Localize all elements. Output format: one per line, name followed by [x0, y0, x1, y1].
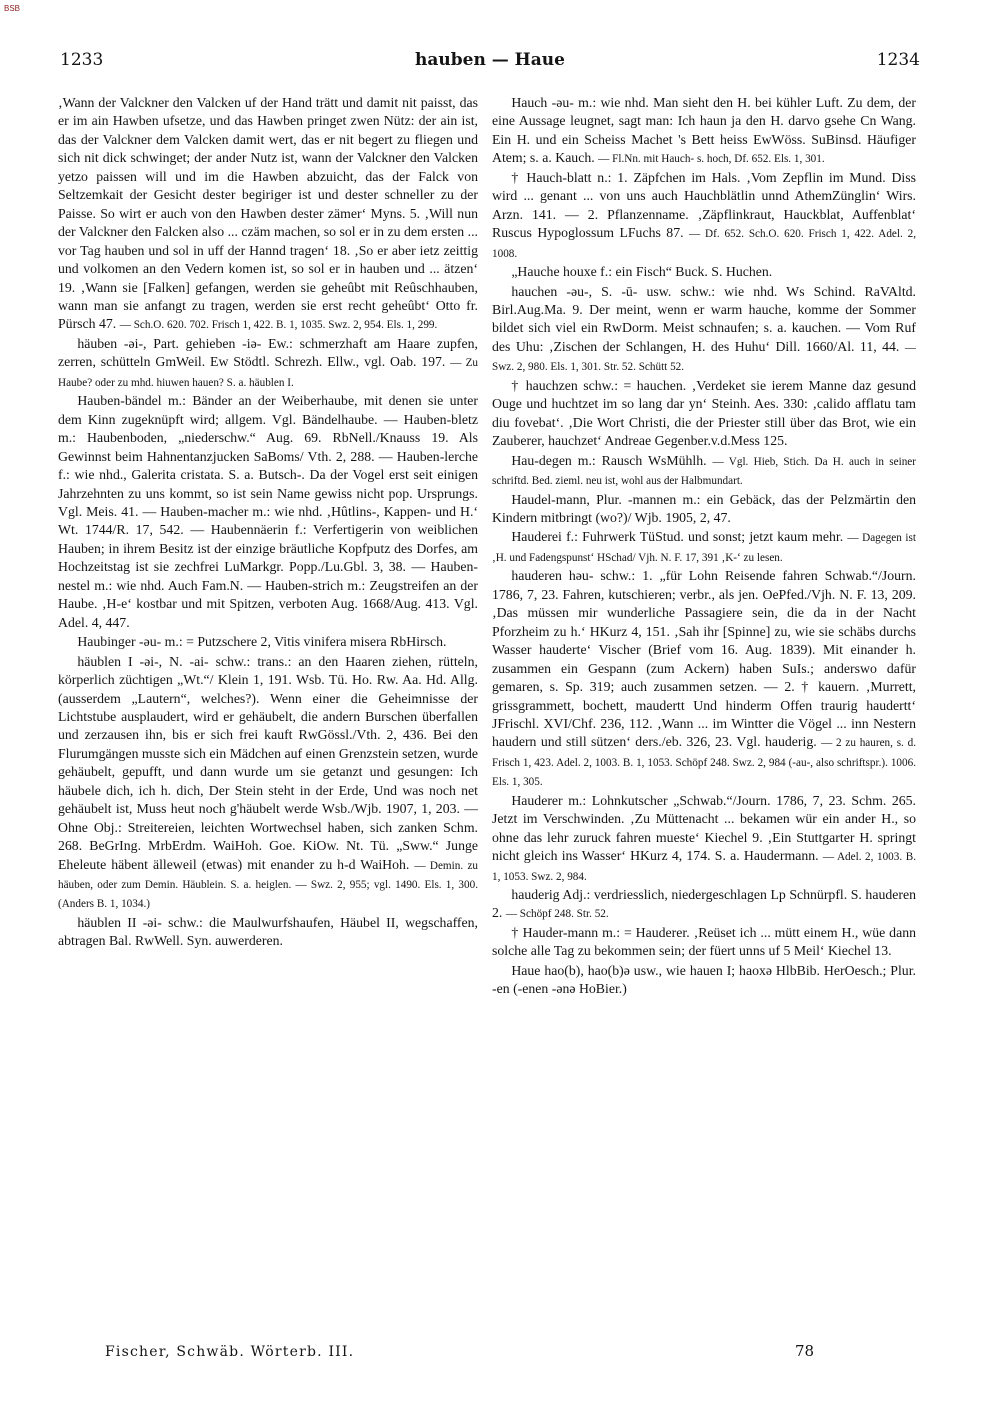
right-column [492, 94, 916, 1334]
source-footer: Fischer, Schwäb. Wörterb. III. [105, 1344, 355, 1360]
dictionary-entry: „Hauche houxe f.: ein Fisch“ Buck. S. Huchen. [511, 264, 773, 280]
dictionary-entry: Hauderei f.: Fuhrwerk TüStud. und sonst; jetzt kaum mehr. — Dagegen ist ‚H. und Fadengspunst‘ HSchad/ Vjh. N. F. 17, 391 ‚K-‘ zu lesen. [492, 529, 916, 564]
dictionary-entry: Haubinger -əu- m.: = Putzschere 2, Vitis vinifera misera RbHirsch. [77, 634, 447, 650]
dictionary-entry: Haue hao(b), hao(b)ə usw., wie hauen I; haoxə HlbBib. HerOesch.; Plur. -en (-enen -ənə HoBier.) [492, 962, 916, 997]
dictionary-entry: † Hauch-blatt n.: 1. Zäpfchen im Hals. ‚Vom Zepflin im Mund. Diss wird ... genant ... von uns auch Hauchblätlin unnd AthemZünglin‘ Wirs. Arzn. 141. — 2. Pflanzenname. ‚Zäpflinkraut, Hauckblat, Auffenblat‘ Ruscus Hypoglossum LFuchs 87. — Df. 652. Sch.O. 620. Frisch 1, 422. Adel. 2, 1008. [492, 169, 916, 260]
dictionary-entry: Hauben-bändel m.: Bänder an der Weiberhaube, mit denen sie unter dem Kinn zugeknüpft wird; allgem. Vgl. Bändelhaube. — Hauben-bletz m.: Haubenboden, „niederschw.“ Aug. 69. RbNell./Knauss 19. Als Gewinnst beim Hahnentanzjucken SaBoms/ Vth. 2, 288. — Hauben-lerche f.: wie nhd., Galerita cristata. S. a. Butsch-. Da der Vogel erst seit einigen Jahrzehnten zu uns kommt, so ist sein Name gewiss nicht pop. Ursprungs. Vgl. Meis. 41. — Hauben-macher m.: wie nhd. ‚Hûtlins-, Kappen- und H.‘ Wt. 1744/R. 17, 542. — Haubennäerin f.: Verfertigerin von weiblichen Hauben; in ihrem Besitz ist der einzige bräutliche Kopfputz des Dorfes, am Hochzeitstag ist sie zechfrei LuMarkgr. Popp./Lu.Gbl. 3, 38. — Hauben-nestel m.: wie nhd. Auch Fam.N. — Hauben-strich m.: Zeugstreifen an der Haube. ‚H-e‘ kostbar und mit Spitzen, verboten Aug. 1668/Aug. 413. Vgl. Adel. 4, 447. [58, 393, 478, 630]
dictionary-entry: Hauderer m.: Lohnkutscher „Schwab.“/Journ. 1786, 7, 23. Schm. 265. Jetzt im Verschwinden. ‚Zu Müttenacht ... bekamen wür ein ander H., so ohne das lehr zuruck fahren mueste‘ Kiechel 9. ‚Ein Stuttgarter H. springt nicht gleich ins Wasser‘ HKurz 4, 174. S. a. Haudermann. — Adel. 2, 1003. B. 1, 1053. Swz. 2, 984. [492, 792, 916, 883]
page-number-left: 1233 [60, 50, 104, 70]
dictionary-entry: ‚Wann der Valckner den Valcken uf der Hand trätt und damit nit paisst, das er im ain Hawben ufsetze, und das Hawben pringet zwen Nütz: der ain ist, das der Valckner dem Valcken damit wert, das er nit begert zu fliegen und sich nit dick schwinget; der ander Nutz ist, wann der Valckner den Valcken yetzo paissen will und im die Hawben abzuicht, das der Falck von Seltzemkait der Gesicht dester begiriger ist und dester schneller zu der Paisse. So wirt er auch von den Hawben dester zämer‘ Myns. 5. ‚Will nun der Valckner den Falcken also ... czäm machen, so sol er in zu dem ersten ... vor Tag hauben und sol in uff der Hannd tragen‘ 18. ‚So er aber ietz zeittig und volkomen an den Vedern komen ist, so sol er in hauben und ... ätzen‘ 19. ‚Wann sie [Falken] gefangen, werden sie geheûbt mit Reûschhauben, wann man sie anfangt zu tragen, werden sie erst recht geheûbt‘ Otto fr. Pürsch 47. — Sch.O. 620. 702. Frisch 1, 422. B. 1, 1035. Swz. 2, 954. Els. 1, 299. [58, 95, 478, 332]
dictionary-entry: † Hauder-mann m.: = Hauderer. ‚Reüset ich ... mütt einem H., wüe dann solche alle Tag zu bekommen sein; der füert unns uf 5 Meil‘ Kiechel 13. [492, 924, 916, 959]
dictionary-entry: Hauch -əu- m.: wie nhd. Man sieht den H. bei kühler Luft. Zu dem, der eine Aussage leugnet, sagt man: Ich haun ja den H. darvo gsehe Cn Wang. Ein H. und ein Scheiss Machet 's Bett heiss EwWöss. SuBinsd. Häufiger Atem; s. a. Kauch. — Fl.Nn. mit Hauch- s. hoch, Df. 652. Els. 1, 301. [492, 95, 916, 166]
dictionary-entry: häublen II -əi- schw.: die Maulwurfshaufen, Häubel II, wegschaffen, abtragen Bal. RwWell. Syn. auwerderen. [58, 914, 478, 949]
page-number-right: 1234 [876, 50, 920, 70]
left-column [58, 94, 478, 1334]
sheet-number: 78 [795, 1342, 815, 1360]
dictionary-entry: hauchen -əu-, S. -ū- usw. schw.: wie nhd. Ws Schind. RaVAltd. Birl.Aug.Ma. 9. Der meint, wenn er warm hauche, komme der Sommer bildet sich viel ein RwDorm. Meist schnaufen; s. a. kauchen. — Vom Ruf des Uhu: ‚Zischen der Schlangen, H. des Huhu‘ Dill. 1660/Al. 11, 44. — Swz. 2, 980. Els. 1, 301. Str. 52. Schütt 52. [492, 283, 916, 374]
dictionary-entry: hauderen həu- schw.: 1. „für Lohn Reisende fahren Schwab.“/Journ. 1786, 7, 23. Fahren, kutschieren; verbr., als jen. OePfed./Vjh. N. F. 13, 209. ‚Das müssen mir wunderliche Passagiere sein, die da in der Nacht Pforzheim zu h.‘ HKurz 4, 151. ‚Sah ihr [Spinne] zu, wie sie schäbs durchs Wasser hauderte‘ Vischer (Brief vom 16. Aug. 1839). Mit einander h. zusammen ein Gespann (zum Ackern) haben SuIs.; anderswo dafür gemaren, s. Sp. 319; auch zusammen setzen. — 2. † kauern. ‚Murrett, grissgrammett, bochett, maudertt Und hinderm Offen traurig haudertt‘ JFrischl. XVI/Chf. 236, 112. ‚Wann ... im Wintter die Vögel ... inn Nestern haudern und still sützen‘ ders./eb. 326, 23. Vgl. hauderig. — 2 zu hauren, s. d. Frisch 1, 423. Adel. 2, 1003. B. 1, 1053. Schöpf 248. Swz. 2, 984 (-au-, also schriftspr.). 1006. Els. 1, 305. [492, 568, 916, 789]
dictionary-entry: † hauchzen schw.: = hauchen. ‚Verdeket sie ierem Manne daz gesund Ouge und huchtzet im so lang dar yn‘ Steinh. Aes. 330: ‚calido afflatu tam diu fovebat‘. ‚Die Wort Christi, die der Priester still über das Brot, wie ein Zauberer, hauchzet‘ Andreae Gegenber.v.d.Mess 125. [492, 377, 916, 449]
dictionary-entry: Hau-degen m.: Rausch WsMühlh. — Vgl. Hieb, Stich. Da H. auch in seiner schriftd. Bed. zieml. neu ist, wohl aus der Halbmundart. [492, 452, 916, 488]
dictionary-entry: häublen I -əi-, N. -ai- schw.: trans.: an den Haaren ziehen, rütteln, körperlich züchtigen „Wt.“/ Klein 1, 191. Wsb. Tü. Ho. Rw. Aa. Hd. Allg. (ausserdem „Lautern“, welches?). Wenn einer die Geheimnisse der Lichtstube ausplaudert, wird er gehäubelt, die andern Burschen überfallen und zerzausen ihn, bis er sich frei kauft RwGössl./Vth. 2, 436. Bei den Flurumgängen musste sich ein Mädchen auf einen Grenzstein setzen, wurde gehäubelt, gepufft, und dann wurde um sie getanzt und gesungen: Ich häubele dich, ich h. dich, Der Stein steht in der Erde, Und was noch net gehäubelt ist, Muss heut noch g'häubelt werde Wsb./Wjb. 1907, 1, 203. — Ohne Obj.: Streitereien, leichten Wortwechsel haben, sich zanken Schm. 268. BeGrIng. MrbErdm. WaiHoh. Goe. KiOw. Nt. Tü. „Sww.“ Junge Eheleute häbent älleweil (etwas) mit enander zu h-d WaiHoh. — Demin. zu häuben, oder zum Demin. Häublein. S. a. heiglen. — Swz. 2, 955; vgl. 1490. Els. 1, 300. (Anders B. 1, 1034.) [58, 653, 478, 911]
page-header [60, 50, 920, 82]
library-stamp: BSB [4, 4, 21, 13]
running-title: hauben — Haue [415, 50, 565, 70]
dictionary-entry: Haudel-mann, Plur. -mannen m.: ein Gebäck, das der Pelzmärtin den Kindern mitbringt (wo?)/ Wjb. 1905, 2, 47. [492, 491, 916, 525]
dictionary-entry: hauderig Adj.: verdriesslich, niedergeschlagen Lp Schnürpfl. S. hauderen 2. — Schöpf 248. Str. 52. [492, 887, 916, 921]
dictionary-entry: häuben -əi-, Part. gehieben -iə- Ew.: schmerzhaft am Haare zupfen, zerren, schütteln GmWeil. Ew Stödtl. Schrezh. Ellw., vgl. Oab. 197. — Zu Haube? oder zu mhd. hiuwen hauen? S. a. häublen I. [58, 335, 478, 389]
